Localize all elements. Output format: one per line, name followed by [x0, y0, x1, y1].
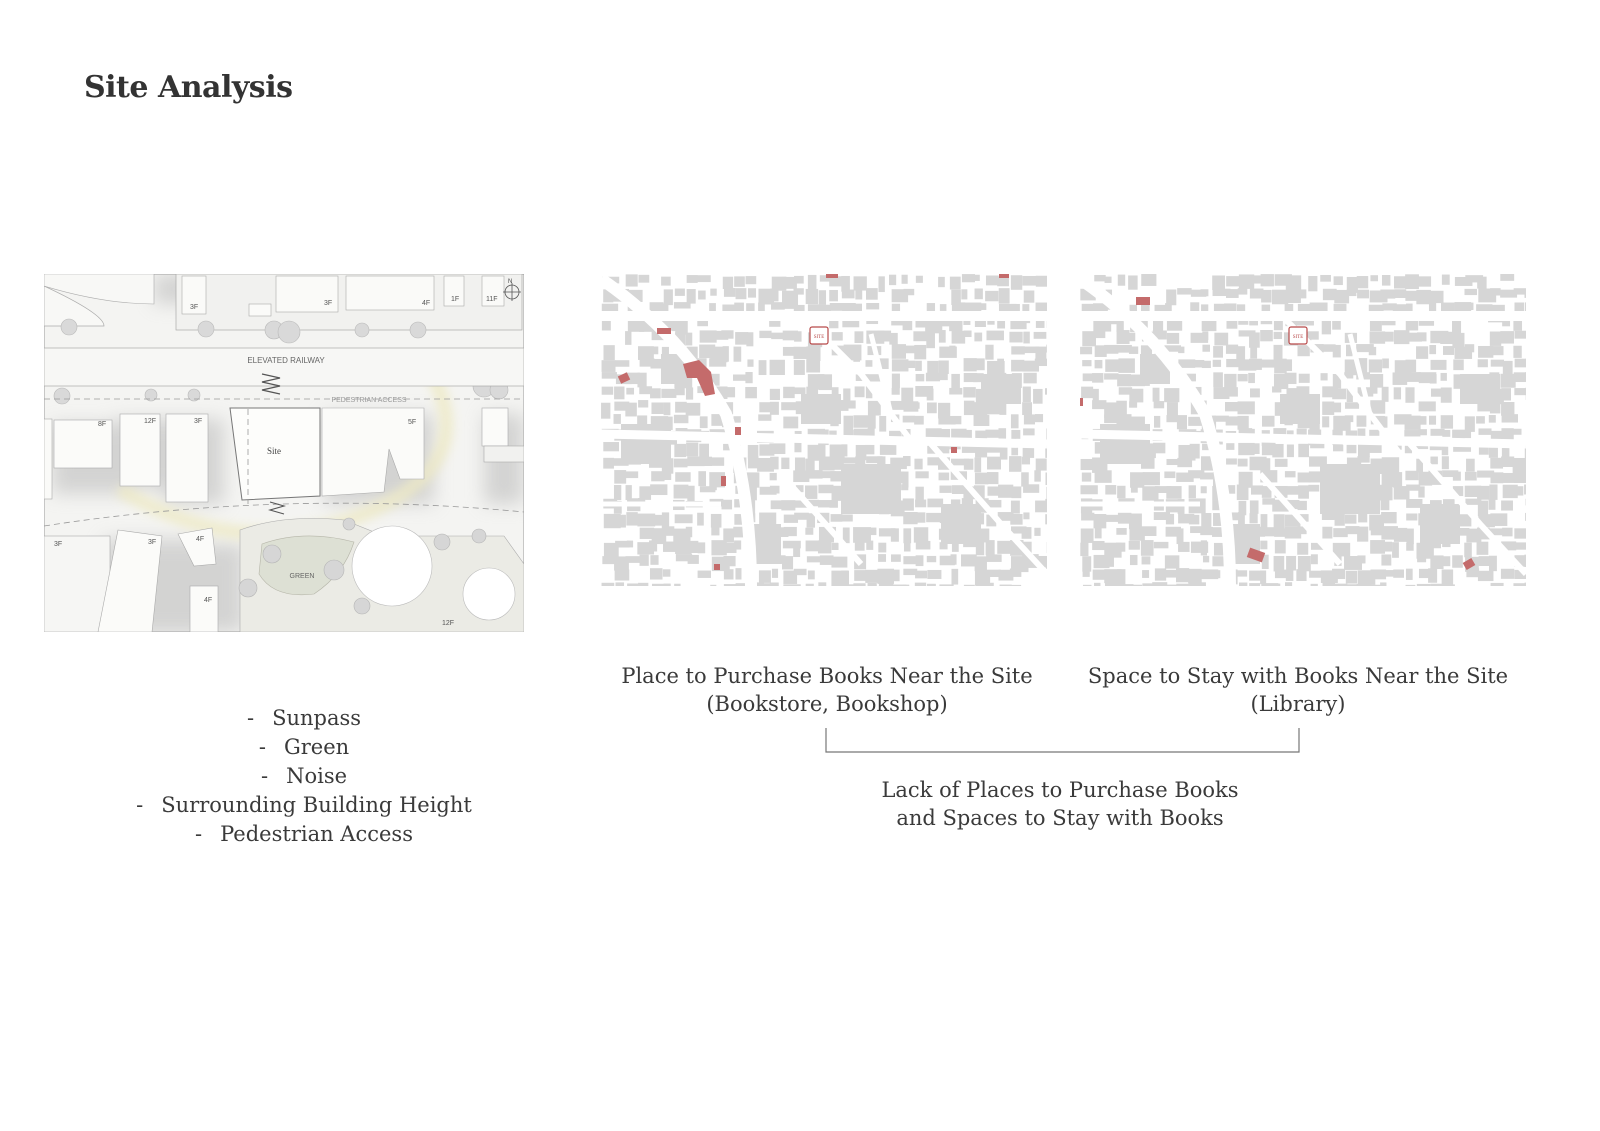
list-item: - Sunpass [246, 706, 362, 730]
svg-text:SITE: SITE [813, 335, 825, 340]
svg-text:3F: 3F [54, 541, 63, 548]
svg-text:1F: 1F [451, 296, 460, 303]
svg-text:3F: 3F [194, 418, 203, 425]
svg-text:5F: 5F [408, 419, 417, 426]
svg-text:11F: 11F [486, 296, 498, 303]
library-caption: Space to Stay with Books Near the Site (Library) [1087, 664, 1509, 716]
svg-text:N: N [508, 279, 513, 285]
svg-text:3F: 3F [148, 539, 157, 546]
analysis-list [44, 704, 564, 849]
site-plan [44, 274, 524, 632]
list-item: - Green [258, 735, 350, 759]
svg-text:SITE: SITE [1292, 335, 1304, 340]
conclusion-caption: Lack of Places to Purchase Books and Spaces to Stay with Books [881, 778, 1239, 830]
list-item: - Noise [260, 764, 348, 788]
site-marker [810, 327, 828, 344]
library-map [1080, 274, 1526, 586]
svg-text:8F: 8F [98, 421, 107, 428]
site-label: Site [266, 446, 282, 456]
svg-text:12F: 12F [144, 418, 157, 425]
svg-text:3F: 3F [190, 304, 199, 311]
svg-text:4F: 4F [422, 300, 431, 307]
bracket-connector [825, 728, 1301, 754]
list-item: - Surrounding Building Height [136, 793, 472, 817]
list-item: - Pedestrian Access [195, 822, 413, 846]
svg-text:3F: 3F [324, 300, 333, 307]
svg-text:4F: 4F [204, 597, 213, 604]
bookstore-map [601, 274, 1047, 586]
svg-text:12F: 12F [442, 620, 455, 627]
railway-label: ELEVATED RAILWAY [247, 356, 325, 365]
page-title: Site Analysis [84, 70, 293, 105]
green-label: GREEN [289, 573, 315, 580]
svg-text:4F: 4F [196, 536, 205, 543]
bookstore-caption: Place to Purchase Books Near the Site (Bookstore, Bookshop) [621, 664, 1033, 716]
pedestrian-label: PEDESTRIAN ACCESS [331, 397, 407, 404]
site-marker [1289, 327, 1307, 344]
